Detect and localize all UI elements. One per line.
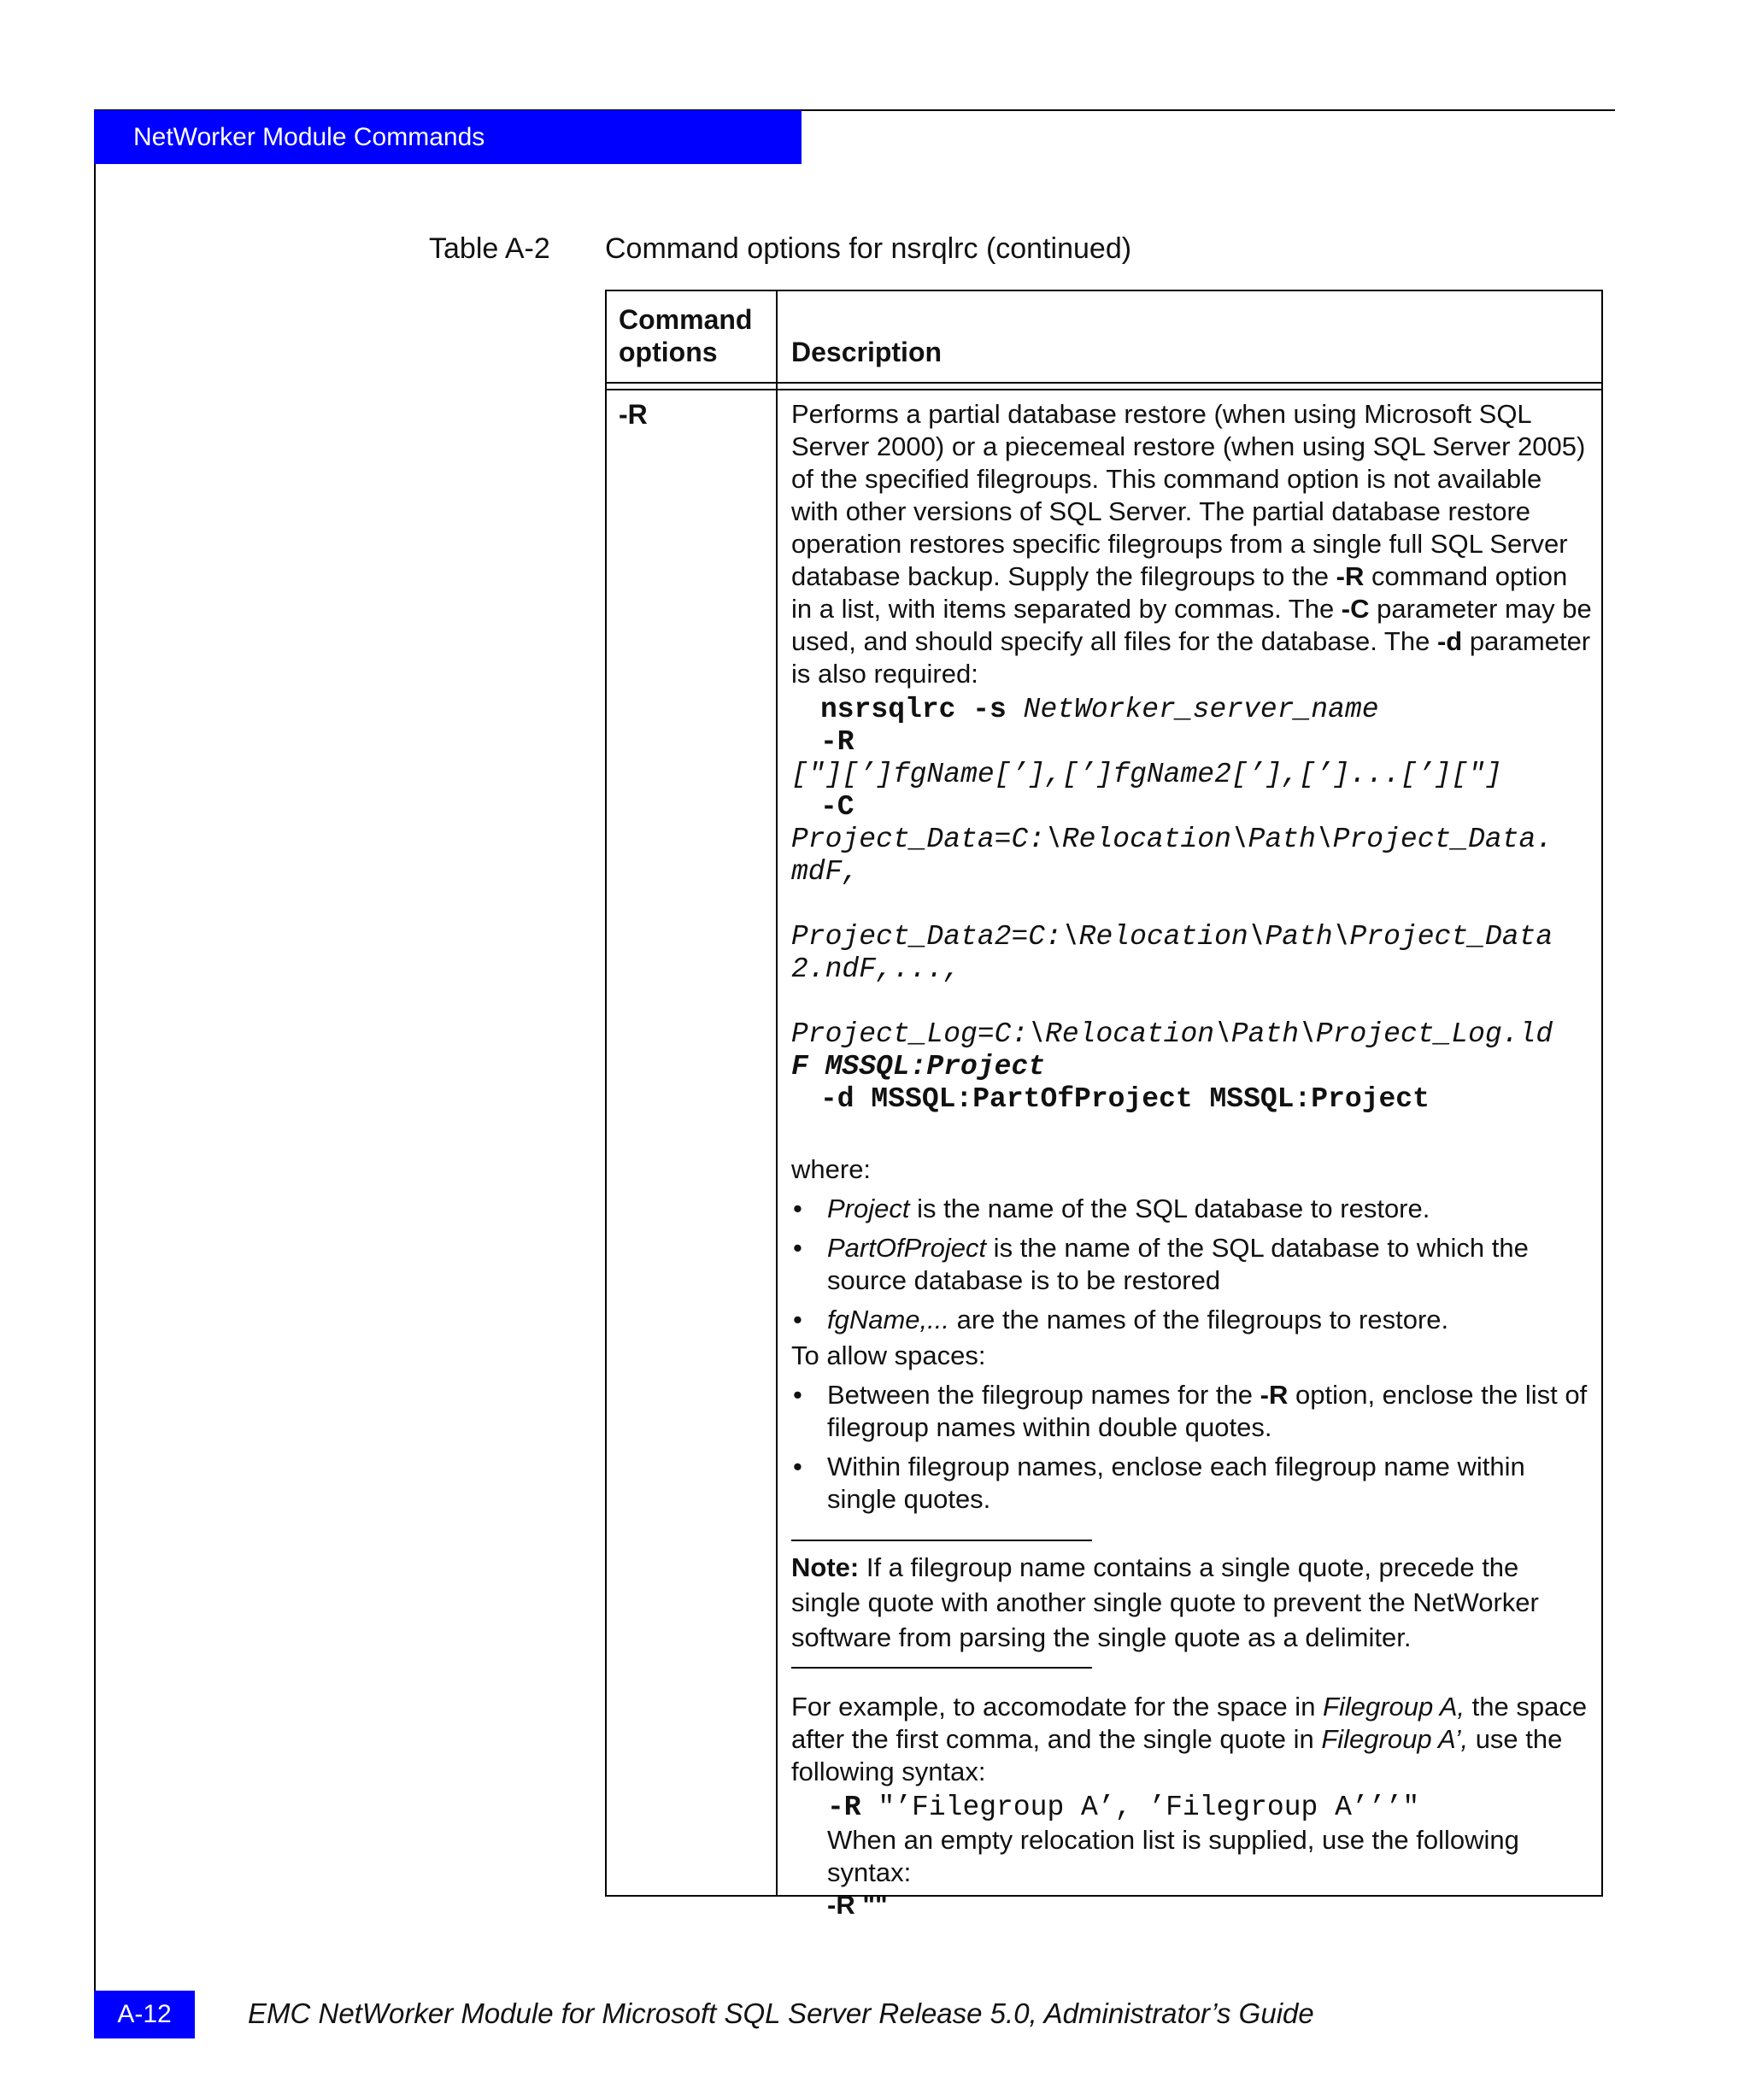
empty-list-syntax: -R "": [827, 1890, 888, 1920]
intro-paragraph: Performs a partial database restore (when using Microsoft SQL Server 2000) or a piecemeal restore (when using SQL Server 2005) of the specified filegroups. This command option is not available with other versions of SQL Server. The partial database restore operation restores specific filegroups from a single full SQL Server database backup. Supply the filegroups to the -R command option in a list, with items separated by commas. The -C parameter may be used, and should specify all files for the database. The -d parameter is also required:: [791, 399, 1592, 689]
list-item: • PartOfProject is the name of the SQL database to which the source database is to be restored: [791, 1232, 1594, 1297]
spaces-list: [791, 1379, 1594, 1516]
note-rule-bottom: [791, 1667, 1092, 1669]
spaces-label: To allow spaces:: [791, 1340, 986, 1370]
empty-list-text: When an empty relocation list is supplied, use the following syntax:: [827, 1825, 1519, 1887]
note-rule-top: [791, 1540, 1092, 1541]
where-list: [791, 1193, 1594, 1336]
where-label: where:: [791, 1154, 872, 1184]
option-cell: -R: [619, 399, 648, 430]
header-divider-double: [607, 389, 1601, 390]
example-paragraph: For example, to accomodate for the space in Filegroup A, the space after the first comma, and the single quote in Filegroup A’, use the following syntax:: [791, 1692, 1588, 1786]
page-number: A-12: [94, 1991, 195, 2038]
syntax-block: nsrsqlrc -s NetWorker_server_name -R ["][’]fgName[’],[’]fgName2[’],[’]...[’]["] -C Project_Data=C:\Relocation\Path\Project_Data. mdF, Project_Data2=C:\Relocation\Path\Project_Data 2.ndF,..., Project_Log=C:\Relocation\Path\Project_Log.ld F MSSQL:Project -d MSSQL:PartOfProject MSSQL:Project: [791, 694, 1553, 1115]
column-header-options: Command options: [619, 304, 753, 367]
list-item: • Within filegroup names, enclose each filegroup name within single quotes.: [791, 1451, 1594, 1516]
list-item: • Project is the name of the SQL database to restore.: [791, 1193, 1594, 1225]
header-divider: [607, 382, 1601, 384]
column-divider: [776, 291, 778, 1895]
command-options-table: [605, 290, 1603, 1920]
column-header-description: Description: [791, 337, 943, 367]
list-item: • fgName,... are the names of the filegroups to restore.: [791, 1304, 1594, 1336]
left-margin-rule: [94, 109, 96, 2037]
section-header: NetWorker Module Commands: [94, 110, 802, 164]
list-item: • Between the filegroup names for the -R option, enclose the list of filegroup names within double quotes.: [791, 1379, 1594, 1444]
note-paragraph: Note: If a filegroup name contains a single quote, precede the single quote with another single quote to prevent the NetWorker software from parsing the single quote as a delimiter.: [791, 1552, 1539, 1652]
footer-title: EMC NetWorker Module for Microsoft SQL Server Release 5.0, Administrator’s Guide: [248, 1997, 1314, 2029]
description-cell: [791, 398, 1594, 1921]
table-number: Table A-2: [429, 232, 550, 265]
table-title: Command options for nsrqlrc (continued): [605, 232, 1132, 265]
example-syntax: -R "’Filegroup A’, ’Filegroup A’’’": [827, 1792, 1420, 1823]
